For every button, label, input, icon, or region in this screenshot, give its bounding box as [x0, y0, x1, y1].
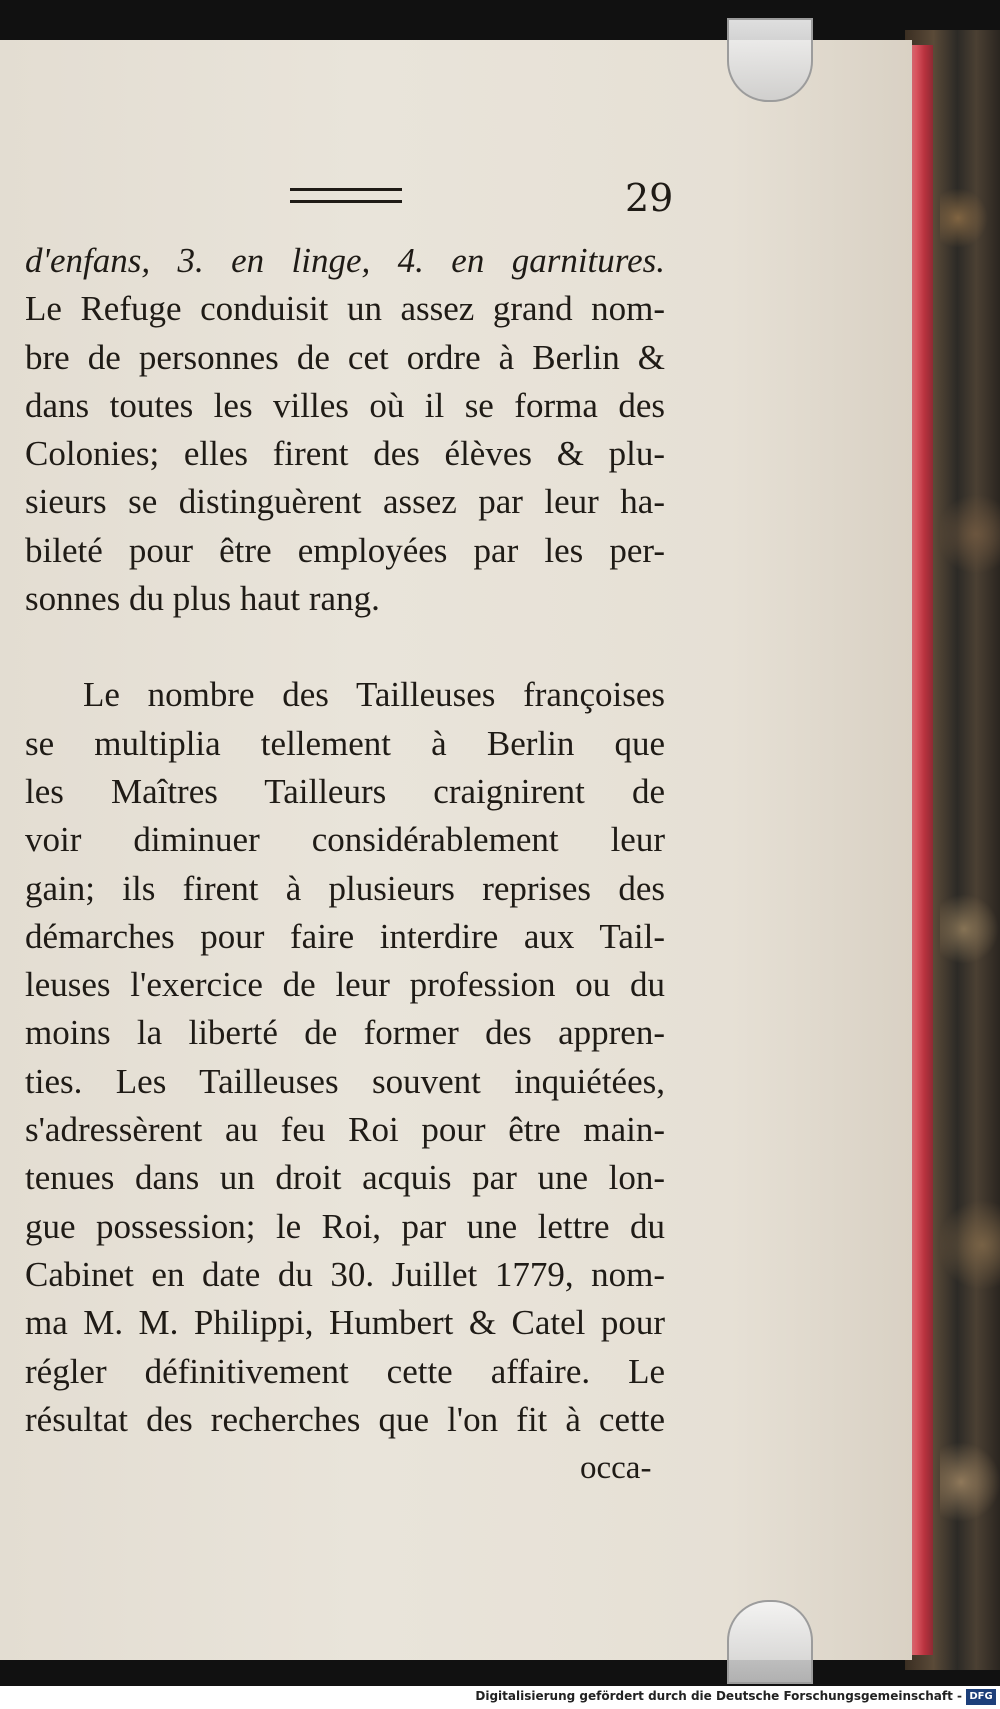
text-line: d'enfans, 3. en linge, 4. en garnitures.: [25, 241, 665, 280]
text-line: gain; ils firent à plusieurs reprises des: [25, 868, 665, 908]
text-line: Colonies; elles firent des élèves & plu-: [25, 434, 665, 474]
text-line: s'adressèrent au feu Roi pour être main-: [25, 1110, 665, 1150]
text-line: voir diminuer considérablement leur: [25, 820, 665, 860]
paragraph-gap: [25, 623, 665, 671]
text-line: Le nombre des Tailleuses françoises: [83, 675, 665, 715]
footer-bar: [0, 1686, 1000, 1709]
text-line: se multiplia tellement à Berlin que: [25, 723, 665, 763]
text-line: Le Refuge conduisit un assez grand nom-: [25, 289, 665, 329]
text-line: Cabinet en date du 30. Juillet 1779, nom-: [25, 1254, 665, 1294]
text-line: moins la liberté de former des appren-: [25, 1013, 665, 1053]
text-line: sonnes du plus haut rang.: [25, 579, 380, 619]
text-line: ma M. M. Philippi, Humbert & Catel pour: [25, 1303, 665, 1343]
cover-texture: [940, 60, 1000, 1640]
catchword: occa-: [580, 1450, 652, 1486]
text-line: dans toutes les villes où il se forma des: [25, 385, 665, 425]
text-line: bileté pour être employées par les per-: [25, 530, 665, 570]
text-line: démarches pour faire interdire aux Tail-: [25, 916, 665, 956]
text-line: sieurs se distinguèrent assez par leur ha-: [25, 482, 665, 522]
text-line: les Maîtres Tailleurs craignirent de: [25, 771, 665, 811]
text-line: leuses l'exercice de leur profession ou du: [25, 965, 665, 1005]
page-text: [25, 237, 665, 1444]
header-rule: [290, 188, 402, 203]
text-line: tenues dans un droit acquis par une lon-: [25, 1158, 665, 1198]
page-clip-bottom: [727, 1600, 813, 1684]
dfg-logo-icon: DFG: [966, 1689, 996, 1705]
text-line: gue possession; le Roi, par une lettre du: [25, 1206, 665, 1246]
page-clip-top: [727, 18, 813, 102]
digitization-credit: Digitalisierung gefördert durch die Deutsche Forschungsgemeinschaft -: [475, 1689, 962, 1703]
page-number: 29: [625, 176, 674, 220]
text-line: résultat des recherches que l'on fit à cette: [25, 1399, 665, 1439]
text-line: régler définitivement cette affaire. Le: [25, 1351, 665, 1391]
text-line: ties. Les Tailleuses souvent inquiétées,: [25, 1061, 665, 1101]
text-line: bre de personnes de cet ordre à Berlin &: [25, 337, 665, 377]
